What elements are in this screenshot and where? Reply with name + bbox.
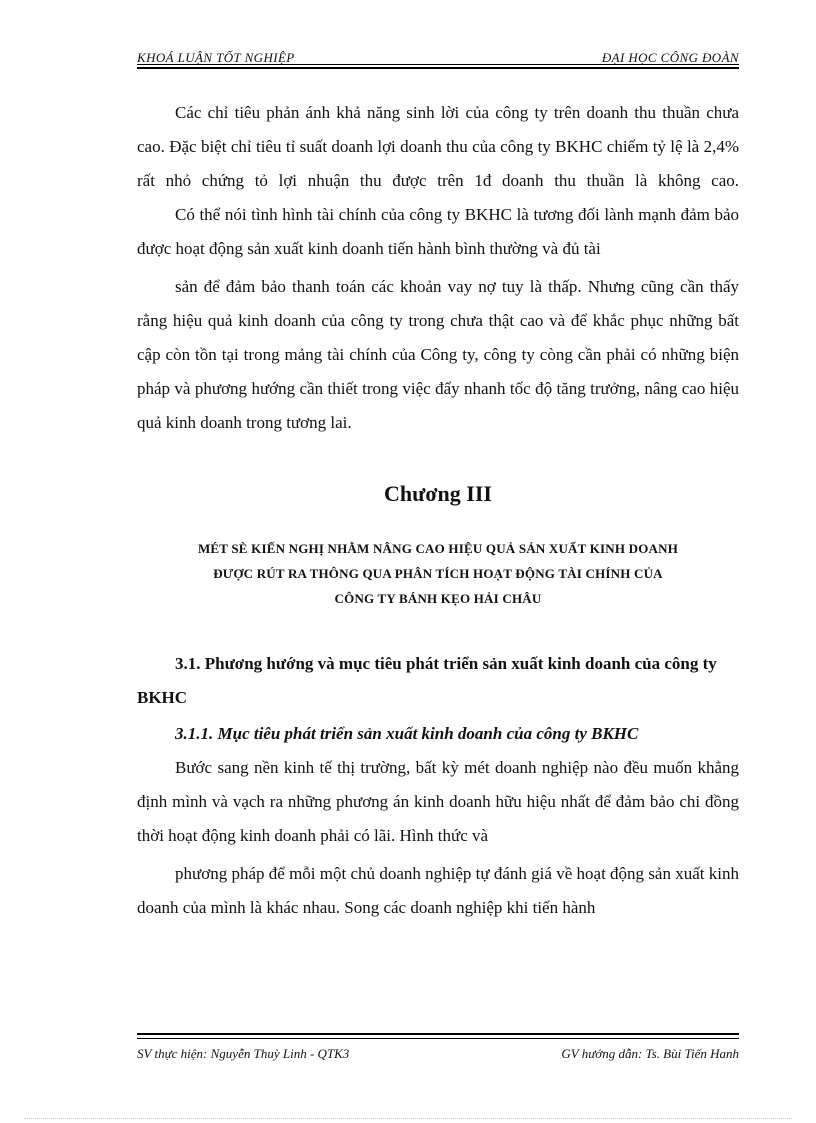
chapter-subtitle-line: CÔNG TY BÁNH KẸO HẢI CHÂU	[334, 591, 542, 606]
page-header	[137, 48, 739, 68]
footer-rule-thick	[137, 1033, 739, 1035]
section-heading-3-1: 3.1. Phương hướng và mục tiêu phát triển sản xuất kinh doanh của công ty BKHC	[137, 654, 717, 707]
page-bottom-divider	[24, 1118, 792, 1119]
chapter-subtitle	[137, 536, 739, 611]
chapter-title: Chương III	[384, 481, 492, 506]
header-right-text: ĐẠI HỌC CÔNG ĐOÀN	[601, 50, 739, 65]
footer-student-text: SV thực hiện: Nguyễn Thuỳ Linh - QTK3	[137, 1046, 350, 1061]
header-rule-thin	[137, 64, 739, 65]
paragraph-profitability: Các chỉ tiêu phản ánh khả năng sinh lời của công ty trên doanh thu thuần chưa cao. Đặc biệt chỉ tiêu tỉ suất doanh lợi doanh thu của công ty BKHC chiếm tỷ lệ là 2,4% rất nhỏ chứng tỏ lợi nhuận thu được trên 1đ doanh thu thuần là không cao.	[137, 103, 739, 190]
paragraph-self-assessment: phương pháp để mỗi một chủ doanh nghiệp tự đánh giá về hoạt động sản xuất kinh doanh của mình là khác nhau. Song các doanh nghiệp khi tiến hành	[137, 864, 739, 917]
footer-rule-thin	[137, 1038, 739, 1039]
paragraph-financial-health-continued: sản để đảm bảo thanh toán các khoản vay nợ tuy là thấp. Nhưng cũng cần thấy rằng hiệu quả kinh doanh của công ty trong chưa thật cao và để khắc phục những bất cập còn tồn tại trong mảng tài chính của Công ty, công ty còng cần phải có những biện pháp và phương hướng cần thiết trong việc đẩy nhanh tốc độ tăng trưởng, nâng cao hiệu quả kinh doanh trong tương lai.	[137, 277, 739, 432]
chapter-subtitle-line: ĐƯỢC RÚT RA THÔNG QUA PHÂN TÍCH HOẠT ĐỘNG TÀI CHÍNH CỦA	[213, 566, 663, 581]
paragraph-market-economy: Bước sang nền kinh tế thị trường, bất kỳ mét doanh nghiệp nào đều muốn khẳng định mình và vạch ra những phương án kinh doanh hữu hiệu nhất để đảm bảo chi đồng thời hoạt động kinh doanh phải có lãi. Hình thức và	[137, 758, 739, 845]
footer-advisor-text: GV hướng dẫn: Ts. Bùi Tiến Hanh	[561, 1046, 739, 1061]
header-left-text: KHOÁ LUẬN TỐT NGHIỆP	[137, 50, 295, 65]
chapter-subtitle-line: MÉT SÈ KIẾN NGHỊ NHẰM NÂNG CAO HIỆU QUẢ SẢN XUẤT KINH DOANH	[197, 541, 679, 556]
paragraph-financial-health: Có thể nói tình hình tài chính của công ty BKHC là tương đối lành mạnh đảm bảo được hoạt động sản xuất kinh doanh tiến hành bình thường và đủ tài	[137, 205, 739, 258]
header-rule-thick	[137, 67, 739, 69]
document-body	[137, 96, 739, 925]
section-heading-3-1-1: 3.1.1. Mục tiêu phát triển sản xuất kinh doanh của công ty BKHC	[175, 724, 639, 743]
page-footer	[137, 1046, 739, 1066]
